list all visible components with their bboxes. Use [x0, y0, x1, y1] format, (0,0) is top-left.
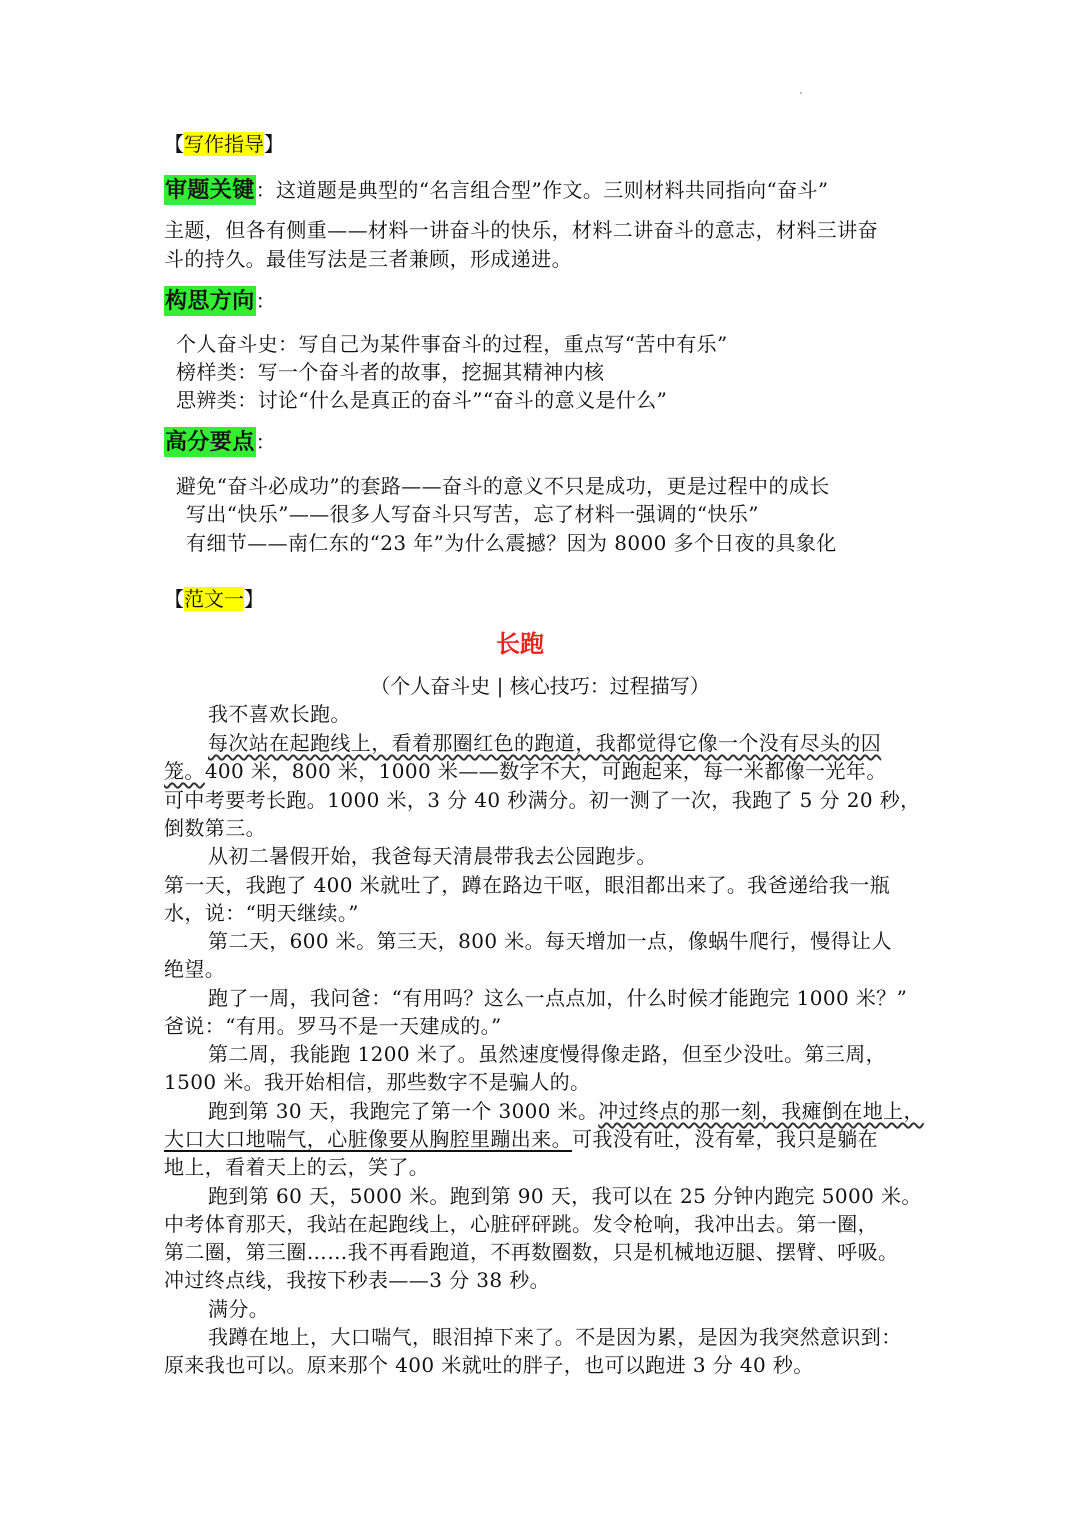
- shenti-line-3: 斗的持久。最佳写法是三者兼顾，形成递进。: [164, 247, 572, 271]
- essay-line: 绝望。: [164, 957, 226, 981]
- essay-text: 可我没有吐，没有晕，我只是躺在: [572, 1127, 878, 1151]
- essay-line: 倒数第三。: [164, 816, 266, 840]
- essay-line: 我蹲在地上，大口喘气，眼泪掉下来了。不是因为累，是因为我突然意识到：: [208, 1325, 902, 1349]
- essay-title: 长跑: [496, 629, 544, 658]
- gaofen-label: 高分要点: [165, 429, 255, 455]
- essay-line: 跑到第 60 天，5000 米。跑到第 90 天，我可以在 25 分钟内跑完 5000 米。: [208, 1184, 922, 1208]
- essay-line: 冲过终点线，我按下秒表——3 分 38 秒。: [164, 1268, 551, 1292]
- gousi-heading: [164, 287, 276, 315]
- shenti-label: 审题关键: [165, 177, 255, 203]
- gaofen-item: 避免“奋斗必成功”的套路——奋斗的意义不只是成功，更是过程中的成长: [176, 474, 830, 498]
- essay-line: 水，说：“明天继续。”: [164, 901, 359, 925]
- shenti-line-1: [164, 176, 829, 204]
- essay-underlined-phrase: 大口大口地喘气，心脏像要从胸腔里蹦出来。: [164, 1127, 572, 1151]
- gaofen-heading: [164, 428, 276, 456]
- gousi-label: 构思方向: [165, 288, 255, 314]
- shenti-colon: ：: [255, 178, 277, 202]
- essay-wavy-phrase: 冲过终点的那一刻，我瘫倒在地上，: [598, 1099, 924, 1123]
- essay-text: 跑到第 30 天，我跑完了第一个 3000 米。: [208, 1099, 599, 1123]
- essay-wavy-phrase: 笼。: [164, 759, 205, 783]
- essay-line: 1500 米。我开始相信，那些数字不是骗人的。: [164, 1070, 591, 1094]
- bracket-close: 】: [264, 132, 284, 156]
- gaofen-item: 写出“快乐”——很多人写奋斗只写苦，忘了材料一强调的“快乐”: [186, 502, 759, 526]
- essay-line: 爸说：“有用。罗马不是一天建成的。”: [164, 1014, 502, 1038]
- essay-line: 第二天，600 米。第三天，800 米。每天增加一点，像蜗牛爬行，慢得让人: [208, 929, 892, 953]
- writing-guide-label: 写作指导: [184, 132, 264, 156]
- essay-line: [164, 757, 887, 785]
- essay-line: 第二周，我能跑 1200 米了。虽然速度慢得像走路，但至少没吐。第三周，: [208, 1042, 887, 1066]
- gousi-item: 思辨类：讨论“什么是真正的奋斗”“奋斗的意义是什么”: [176, 388, 668, 412]
- bracket-close: 】: [244, 587, 264, 611]
- bracket-open: 【: [164, 132, 184, 156]
- essay-wavy-phrase: 每次站在起跑线上，看着那圈红色的跑道，我都觉得它像一个没有尽头的囚: [208, 731, 882, 755]
- essay-line: 中考体育那天，我站在起跑线上，心脏砰砰跳。发令枪响，我冲出去。第一圈，: [164, 1212, 878, 1236]
- essay-line: [208, 729, 881, 757]
- essay-line: 原来我也可以。原来那个 400 米就吐的胖子，也可以跑进 3 分 40 秒。: [164, 1353, 814, 1377]
- essay-subtitle: （个人奋斗史 | 核心技巧：过程描写）: [370, 674, 710, 698]
- essay-line: 第一天，我跑了 400 米就吐了，蹲在路边干呕，眼泪都出来了。我爸递给我一瓶: [164, 873, 891, 897]
- gousi-colon: ：: [255, 289, 277, 313]
- gaofen-item: 有细节——南仁东的“23 年”为什么震撼？因为 8000 多个日夜的具象化: [186, 531, 837, 555]
- essay-line: 我不喜欢长跑。: [208, 702, 351, 726]
- gaofen-colon: ：: [255, 430, 277, 454]
- shenti-line-2: 主题，但各有侧重——材料一讲奋斗的快乐，材料二讲奋斗的意志，材料三讲奋: [164, 218, 878, 242]
- essay-line: 第二圈，第三圈……我不再看跑道，不再数圈数，只是机械地迈腿、摆臂、呼吸。: [164, 1240, 899, 1264]
- essay-line: 跑了一周，我问爸：“有用吗？这么一点点加，什么时候才能跑完 1000 米？”: [208, 986, 908, 1010]
- essay-line: 可中考要考长跑。1000 米，3 分 40 秒满分。初一测了一次，我跑了 5 分 20 秒，: [164, 788, 921, 812]
- gousi-item: 个人奋斗史：写自己为某件事奋斗的过程，重点写“苦中有乐”: [176, 332, 728, 356]
- bracket-open: 【: [164, 587, 184, 611]
- gousi-item: 榜样类：写一个奋斗者的故事，挖掘其精神内核: [176, 360, 605, 384]
- scan-speck: [800, 92, 802, 94]
- shenti-text-1: 这道题是典型的“名言组合型”作文。三则材料共同指向“奋斗”: [276, 178, 829, 202]
- sample-heading: [164, 585, 264, 613]
- essay-line: 地上，看着天上的云，笑了。: [164, 1155, 430, 1179]
- essay-line: 从初二暑假开始，我爸每天清晨带我去公园跑步。: [208, 844, 657, 868]
- sample-label: 范文一: [184, 587, 244, 611]
- writing-guide-heading: [164, 130, 284, 158]
- essay-line: [164, 1125, 878, 1153]
- essay-text: 400 米，800 米，1000 米——数字不大，可跑起来，每一米都像一光年。: [204, 759, 887, 783]
- essay-line: 满分。: [208, 1297, 270, 1321]
- essay-line: [208, 1097, 924, 1125]
